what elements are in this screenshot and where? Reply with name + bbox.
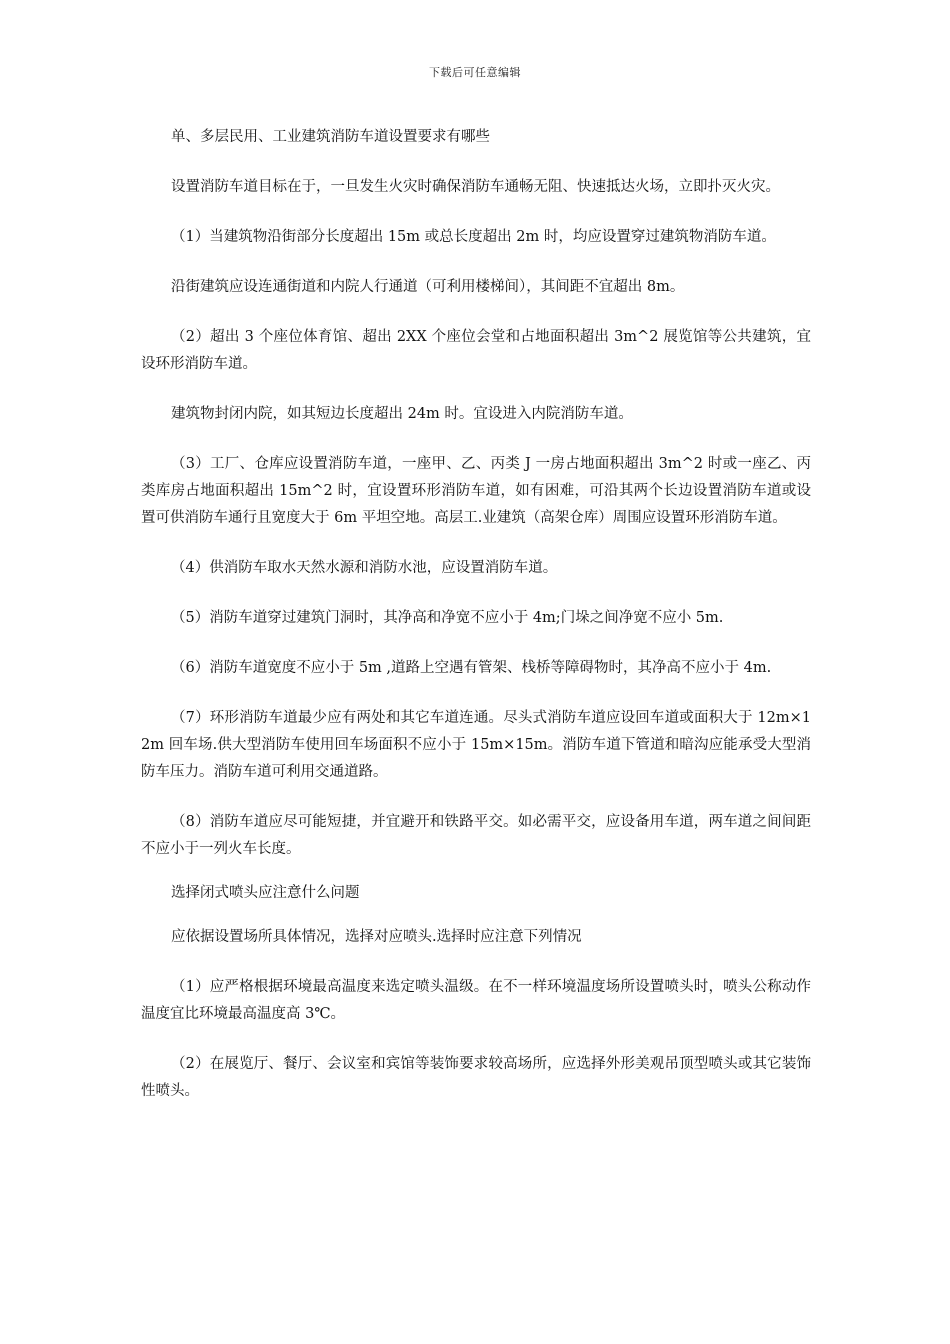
paragraph-item-6: （6）消防车道宽度不应小于 5m ,道路上空遇有管架、栈桥等障碍物时，其净高不应小于 4m. bbox=[171, 660, 772, 676]
paragraph-enclosed-courtyard: 建筑物封闭内院，如其短边长度超出 24m 时。宜设进入内院消防车道。 bbox=[171, 406, 633, 422]
section-heading-fire-lanes: 单、多层民用、工业建筑消防车道设置要求有哪些 bbox=[171, 129, 490, 145]
paragraph-sprinkler-item-2: （2）在展览厅、餐厅、会议室和宾馆等装饰要求较高场所，应选择外形美观吊顶型喷头或其它装饰性喷头。 bbox=[141, 1056, 811, 1099]
paragraph-sprinkler-item-1: （1）应严格根据环境最高温度来选定喷头温级。在不一样环境温度场所设置喷头时，喷头公称动作温度宜比环境最高温度高 3℃。 bbox=[141, 979, 811, 1022]
header-note: 下载后可任意编辑 bbox=[429, 66, 521, 79]
paragraph-item-4: （4）供消防车取水天然水源和消防水池，应设置消防车道。 bbox=[171, 560, 558, 576]
paragraph-street-buildings: 沿街建筑应设连通街道和内院人行通道（可利用楼梯间），其间距不宜超出 8m。 bbox=[171, 279, 685, 295]
paragraph-sprinkler-intro: 应依据设置场所具体情况，选择对应喷头.选择时应注意下列情况 bbox=[171, 929, 582, 945]
paragraph-item-1: （1）当建筑物沿街部分长度超出 15m 或总长度超出 2m 时，均应设置穿过建筑物消防车道。 bbox=[171, 229, 776, 245]
paragraph-item-3: （3）工厂、仓库应设置消防车道，一座甲、乙、丙类 J 一房占地面积超出 3m^2 时或一座乙、丙类库房占地面积超出 15m^2 时，宜设置环形消防车道，如有困难，可沿其两个长边设置消防车道或设置可供消防车通行且宽度大于 6m 平坦空地。高层工.业建筑（高架仓库）周围应设置环形消防车道。 bbox=[141, 456, 811, 526]
paragraph-item-7: （7）环形消防车道最少应有两处和其它车道连通。尽头式消防车道应设回车道或面积大于 12m×12m 回车场.供大型消防车使用回车场面积不应小于 15m×15m。消防车道下管道和暗沟应能承受大型消防车压力。消防车道可利用交通道路。 bbox=[141, 710, 811, 780]
section-heading-sprinklers: 选择闭式喷头应注意什么问题 bbox=[171, 885, 360, 901]
document-body bbox=[141, 124, 811, 1128]
paragraph-item-8: （8）消防车道应尽可能短捷，并宜避开和铁路平交。如必需平交，应设备用车道，两车道之间间距不应小于一列火车长度。 bbox=[141, 814, 811, 857]
paragraph-purpose: 设置消防车道目标在于，一旦发生火灾时确保消防车通畅无阻、快速抵达火场，立即扑灭火灾。 bbox=[171, 179, 780, 195]
paragraph-item-2: （2）超出 3 个座位体育馆、超出 2XX 个座位会堂和占地面积超出 3m^2 展览馆等公共建筑，宜设环形消防车道。 bbox=[141, 329, 811, 372]
paragraph-item-5: （5）消防车道穿过建筑门洞时，其净高和净宽不应小于 4m;门垛之间净宽不应小 5m. bbox=[171, 610, 724, 626]
